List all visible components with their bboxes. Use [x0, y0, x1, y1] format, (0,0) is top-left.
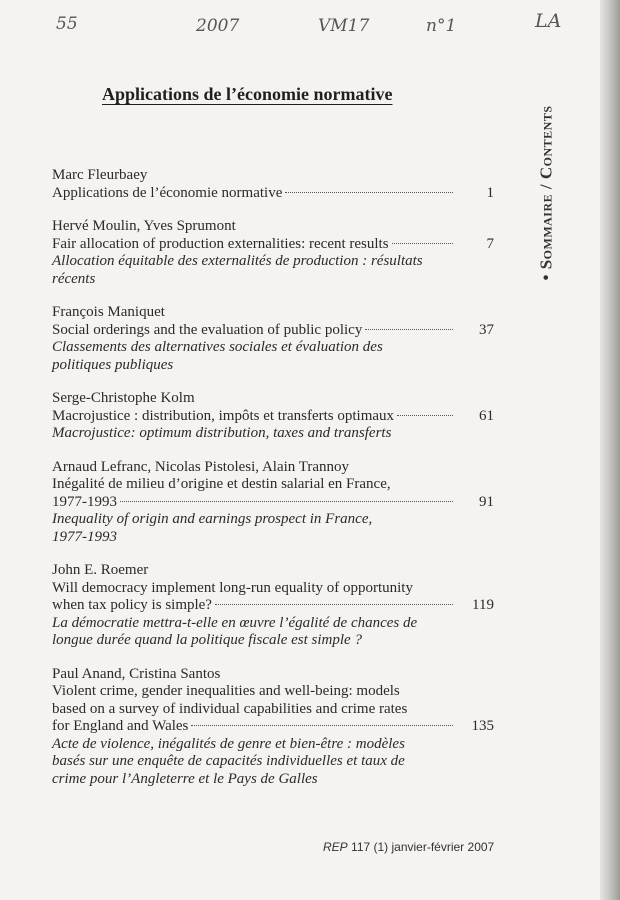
entry-authors: François Maniquet	[52, 304, 165, 320]
toc-entry[interactable]	[52, 304, 494, 374]
entry-title-line: Violent crime, gender inequalities and well-being: models	[52, 683, 400, 699]
side-label-text: • Sommaire / Contents	[536, 105, 555, 281]
entry-translated-title-line: Classements des alternatives sociales et évaluation des	[52, 339, 383, 355]
handwritten-number: 55	[56, 14, 78, 34]
footer-journal: REP	[323, 840, 348, 854]
handwritten-volume: VM17	[318, 16, 370, 36]
dot-leader	[365, 329, 453, 330]
entry-title-row	[52, 236, 494, 254]
footer	[323, 840, 494, 854]
entry-authors: John E. Roemer	[52, 562, 149, 578]
dot-leader	[215, 604, 453, 605]
entry-translated-title-line: 1977-1993	[52, 528, 117, 545]
entry-authors: Serge-Christophe Kolm	[52, 390, 195, 406]
entry-title: when tax policy is simple?	[52, 597, 212, 613]
toc-entry[interactable]	[52, 390, 494, 443]
entry-translated-title-line: La démocratie mettra-t-elle en œuvre l’égalité de chances de	[52, 614, 418, 631]
table-of-contents	[52, 167, 494, 804]
footer-issue: 117 (1) janvier-février 2007	[351, 840, 495, 854]
entry-title: Social orderings and the evaluation of public policy	[52, 321, 363, 338]
entry-title-line: Will democracy implement long-run equality of opportunity	[52, 579, 413, 596]
side-label	[527, 88, 565, 298]
entry-title-row	[52, 597, 494, 615]
entry-translated-title-line: longue durée quand la politique fiscale est simple ?	[52, 632, 362, 648]
toc-entry[interactable]	[52, 562, 494, 650]
entry-translated-title-line: politiques publiques	[52, 356, 174, 373]
page-edge-shadow	[600, 0, 620, 900]
entry-title: Applications de l’économie normative	[52, 184, 283, 201]
entry-title: 1977-1993	[52, 493, 117, 510]
page-number: 61	[479, 407, 494, 424]
toc-entry[interactable]	[52, 459, 494, 547]
entry-translated-title-line: basés sur une enquête de capacités individuelles et taux de	[52, 753, 405, 769]
page-number: 37	[479, 321, 494, 338]
entry-translated-title-line: récents	[52, 270, 96, 287]
toc-entry[interactable]	[52, 167, 494, 202]
page-number: 119	[472, 597, 494, 613]
entry-title: Macrojustice : distribution, impôts et transferts optimaux	[52, 407, 395, 424]
page-number: 91	[479, 493, 494, 510]
entry-authors: Marc Fleurbaey	[52, 167, 148, 183]
page-title: Applications de l’économie normative	[102, 84, 393, 104]
entry-translated-title-line: Acte de violence, inégalités de genre et bien-être : modèles	[52, 735, 405, 752]
page-number: 7	[486, 235, 494, 252]
dot-leader	[191, 725, 453, 726]
entry-title-row	[52, 718, 494, 736]
handwritten-initials: LA	[535, 10, 562, 32]
entry-translated-title-line: crime pour l’Angleterre et le Pays de Galles	[52, 770, 318, 787]
dot-leader	[397, 415, 453, 416]
entry-title-row	[52, 322, 494, 340]
entry-authors: Paul Anand, Cristina Santos	[52, 665, 221, 682]
entry-title-line: based on a survey of individual capabilities and crime rates	[52, 700, 408, 717]
entry-translated-title-line: Macrojustice: optimum distribution, taxes and transferts	[52, 425, 392, 441]
dot-leader	[120, 501, 453, 502]
entry-title-row	[52, 185, 494, 203]
handwritten-year: 2007	[196, 16, 240, 36]
entry-title-row	[52, 494, 494, 512]
entry-authors: Hervé Moulin, Yves Sprumont	[52, 218, 236, 234]
entry-translated-title-line: Allocation équitable des externalités de production : résultats	[52, 253, 423, 269]
entry-title-row	[52, 408, 494, 426]
dot-leader	[285, 192, 453, 193]
dot-leader	[392, 243, 453, 244]
entry-title: for England and Wales	[52, 718, 189, 734]
entry-title-line: Inégalité de milieu d’origine et destin salarial en France,	[52, 476, 391, 492]
entry-translated-title-line: Inequality of origin and earnings prospect in France,	[52, 511, 373, 527]
toc-entry[interactable]	[52, 218, 494, 288]
toc-entry[interactable]	[52, 666, 494, 789]
page-number: 1	[486, 184, 494, 201]
entry-title: Fair allocation of production externalities: recent results	[52, 235, 389, 252]
entry-authors: Arnaud Lefranc, Nicolas Pistolesi, Alain Trannoy	[52, 458, 350, 475]
handwritten-issue: n°1	[426, 16, 457, 36]
page-number: 135	[471, 718, 494, 734]
